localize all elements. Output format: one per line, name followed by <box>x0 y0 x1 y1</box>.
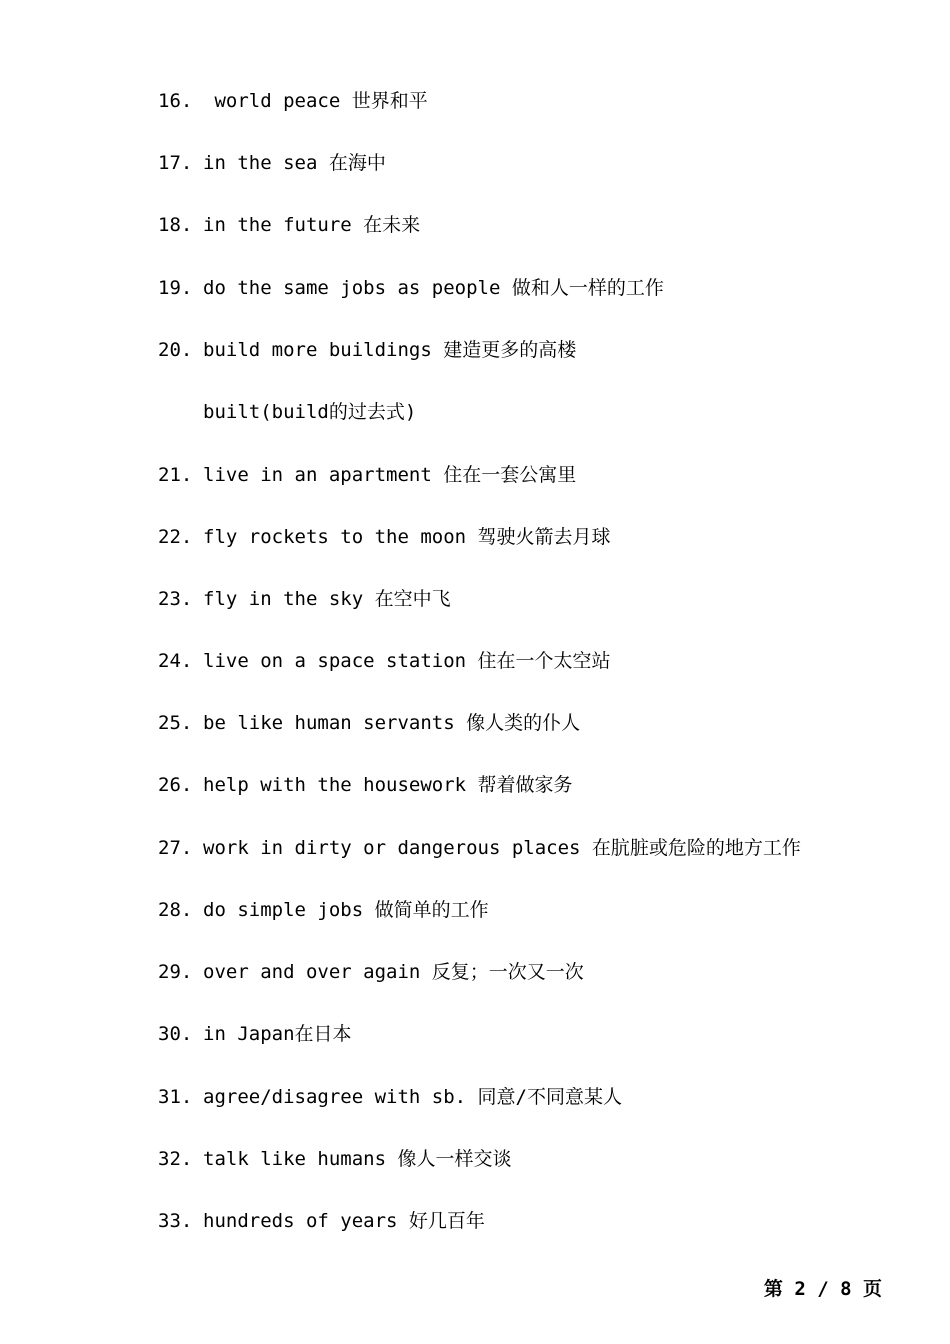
list-item <box>158 460 576 490</box>
list-item <box>158 522 611 552</box>
item-text: work in dirty or dangerous places 在肮脏或危险的地方工作 <box>203 837 801 859</box>
item-text: help with the housework 帮着做家务 <box>203 774 573 796</box>
item-number: 17. <box>158 152 193 174</box>
item-number: 30. <box>158 1023 193 1045</box>
item-text: in the future 在未来 <box>203 214 421 236</box>
item-number: 18. <box>158 214 193 236</box>
item-text: do the same jobs as people 做和人一样的工作 <box>203 277 664 299</box>
list-item <box>158 86 428 116</box>
list-item <box>158 273 664 303</box>
list-item <box>158 1082 622 1112</box>
item-text: fly rockets to the moon 驾驶火箭去月球 <box>203 526 611 548</box>
list-item <box>158 1206 485 1236</box>
list-item <box>158 646 611 676</box>
item-text: be like human servants 像人类的仆人 <box>203 712 581 734</box>
item-number: 22. <box>158 526 193 548</box>
item-number: 33. <box>158 1210 193 1232</box>
item-text: in the sea 在海中 <box>203 152 386 174</box>
item-text: in Japan在日本 <box>203 1023 352 1045</box>
list-item <box>158 708 580 738</box>
item-number: 16. <box>158 90 193 112</box>
page-number-footer: 第 2 / 8 页 <box>763 1278 882 1300</box>
item-number: 23. <box>158 588 193 610</box>
item-number: 28. <box>158 899 193 921</box>
list-item <box>158 895 489 925</box>
list-item-continuation <box>203 397 416 427</box>
item-text: build more buildings 建造更多的高楼 <box>203 339 577 361</box>
item-number: 26. <box>158 774 193 796</box>
list-item <box>158 957 584 987</box>
item-text: world peace 世界和平 <box>203 90 428 112</box>
item-number: 29. <box>158 961 193 983</box>
item-number: 31. <box>158 1086 193 1108</box>
item-number: 27. <box>158 837 193 859</box>
item-text: over and over again 反复；一次又一次 <box>203 961 584 983</box>
list-item <box>158 335 576 365</box>
list-item <box>158 833 801 863</box>
list-item <box>158 770 573 800</box>
list-item <box>158 1144 511 1174</box>
item-text: do simple jobs 做简单的工作 <box>203 899 489 921</box>
item-number: 32. <box>158 1148 193 1170</box>
item-number: 20. <box>158 339 193 361</box>
item-text: hundreds of years 好几百年 <box>203 1210 485 1232</box>
item-text: talk like humans 像人一样交谈 <box>203 1148 512 1170</box>
list-item <box>158 148 386 178</box>
item-text: agree/disagree with sb. 同意/不同意某人 <box>203 1086 622 1108</box>
item-text: built(build的过去式) <box>203 401 417 423</box>
list-item <box>158 584 451 614</box>
list-item <box>158 210 420 240</box>
item-number: 21. <box>158 464 193 486</box>
item-number: 25. <box>158 712 193 734</box>
item-text: fly in the sky 在空中飞 <box>203 588 451 610</box>
list-item <box>158 1019 352 1049</box>
item-number: 19. <box>158 277 193 299</box>
item-number: 24. <box>158 650 193 672</box>
item-text: live on a space station 住在一个太空站 <box>203 650 611 672</box>
item-text: live in an apartment 住在一套公寓里 <box>203 464 577 486</box>
